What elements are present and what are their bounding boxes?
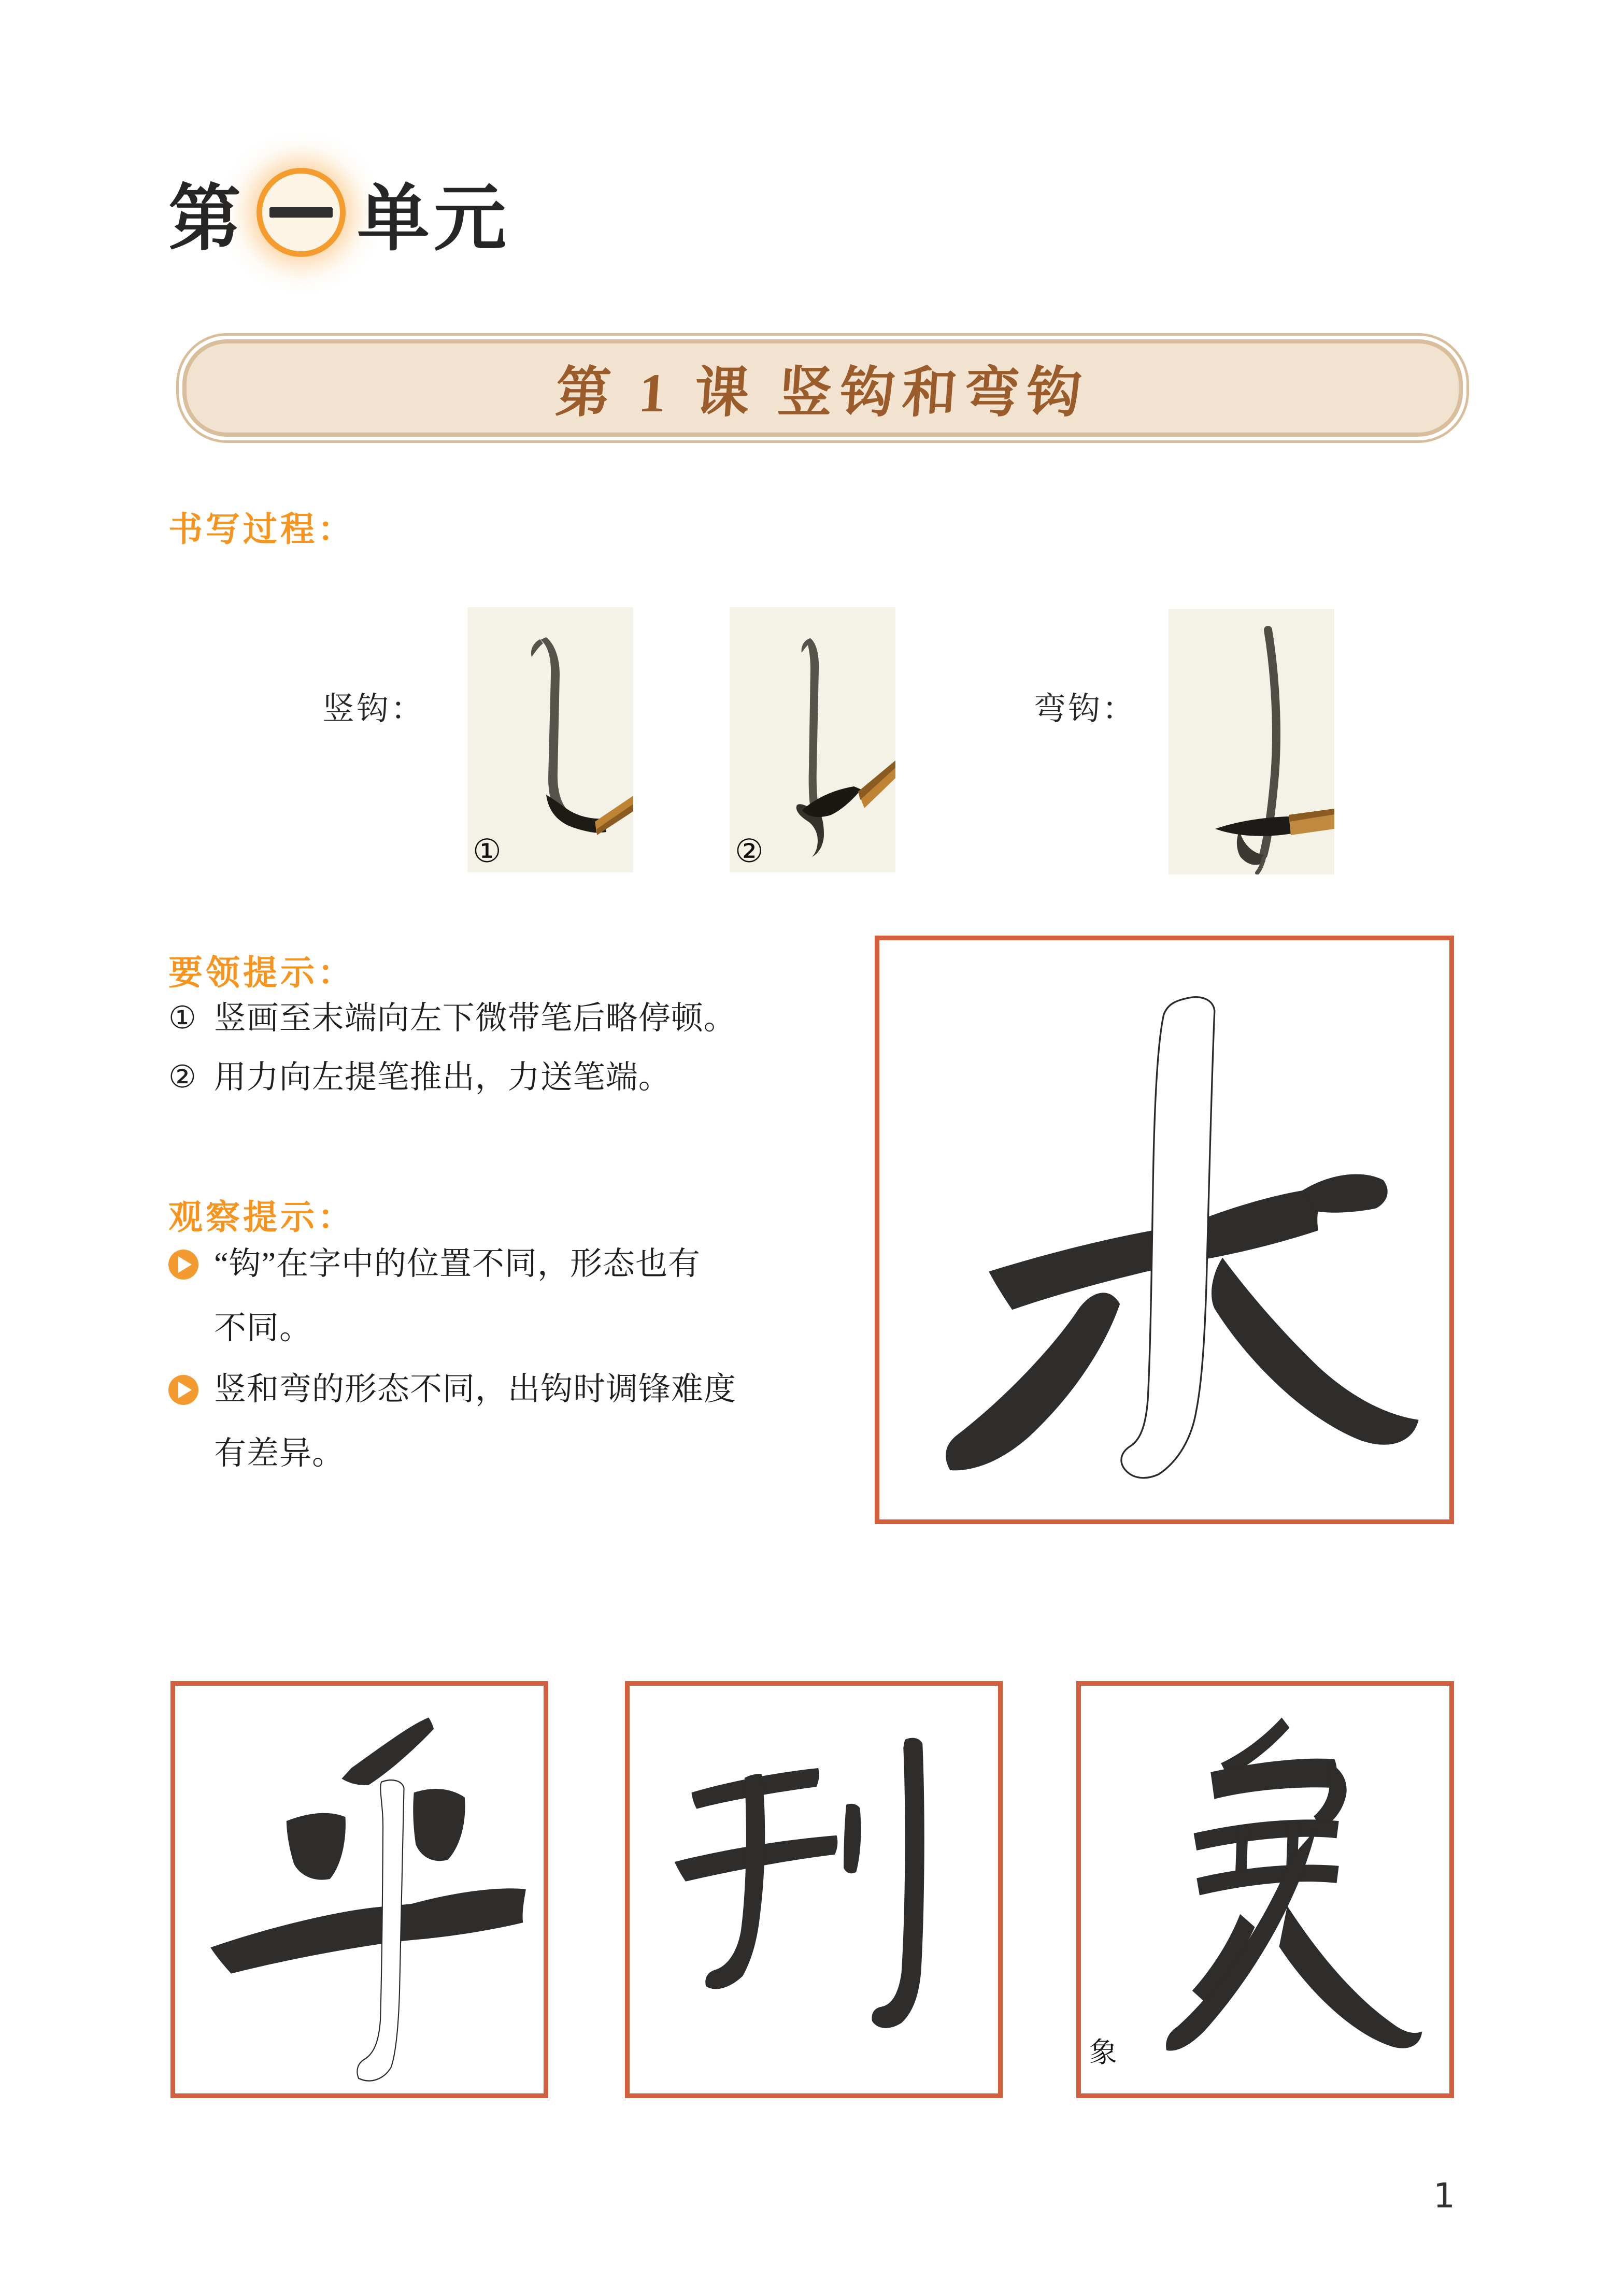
stroke-photo-vertical-hook-step1	[467, 607, 633, 872]
observation-line: “钩”在字中的位置不同，形态也有	[214, 1246, 701, 1282]
section-heading-key-points: 要领提示：	[168, 953, 355, 992]
triangle-glyph	[178, 1382, 192, 1398]
unit-title	[168, 155, 510, 269]
key-point-item	[168, 1060, 671, 1095]
circled-number-one	[257, 168, 346, 257]
section-heading-writing-process: 书写过程：	[168, 510, 355, 548]
page-number: 1	[1433, 2176, 1455, 2216]
xiang-caption-label: 象	[1089, 2037, 1117, 2068]
unit-title-suffix: 单元	[357, 177, 511, 259]
example-box-xiang	[1076, 1681, 1454, 2098]
stroke-photo-vertical-hook-step2	[730, 607, 895, 872]
label-vertical-hook: 竖钩：	[322, 692, 425, 727]
brush-stroke-art	[1169, 609, 1334, 874]
calligraphy-xiang-art	[1081, 1686, 1449, 2093]
step-badge-1: ①	[473, 832, 502, 870]
triangle-glyph	[178, 1256, 192, 1273]
calligraphy-hu-art	[175, 1686, 544, 2093]
key-point-text: 用力向左提笔推出，力送笔端。	[213, 1060, 671, 1095]
example-box-shui	[875, 936, 1454, 1524]
circled-number-badge: ①	[168, 1000, 196, 1036]
observation-line: 不同。	[214, 1311, 312, 1346]
observation-item	[168, 1372, 736, 1471]
key-point-text: 竖画至末端向左下微带笔后略停顿。	[213, 1001, 736, 1036]
circled-number-badge: ②	[168, 1059, 196, 1095]
play-bullet-icon	[168, 1375, 198, 1405]
observation-line: 竖和弯的形态不同，出钩时调锋难度	[214, 1372, 737, 1407]
unit-title-prefix: 第	[168, 177, 246, 259]
example-box-hu	[170, 1681, 548, 2098]
yi-stroke-glyph	[269, 207, 333, 218]
observation-line: 有差异。	[214, 1436, 345, 1472]
section-heading-observation: 观察提示：	[168, 1198, 355, 1236]
key-point-item	[168, 1001, 736, 1036]
label-curved-hook: 弯钩：	[1034, 692, 1137, 727]
calligraphy-kan-art	[630, 1686, 998, 2093]
observation-text	[214, 1246, 701, 1346]
example-box-kan	[625, 1681, 1003, 2098]
lesson-title-banner	[182, 339, 1463, 437]
stroke-photo-curved-hook	[1169, 609, 1334, 874]
observation-item	[168, 1246, 701, 1346]
calligraphy-shui-art	[879, 940, 1449, 1519]
play-bullet-icon	[168, 1250, 198, 1280]
observation-text	[214, 1372, 736, 1471]
step-badge-2: ②	[735, 832, 764, 870]
lesson-title: 第 1 课 竖钩和弯钩	[553, 363, 1091, 423]
